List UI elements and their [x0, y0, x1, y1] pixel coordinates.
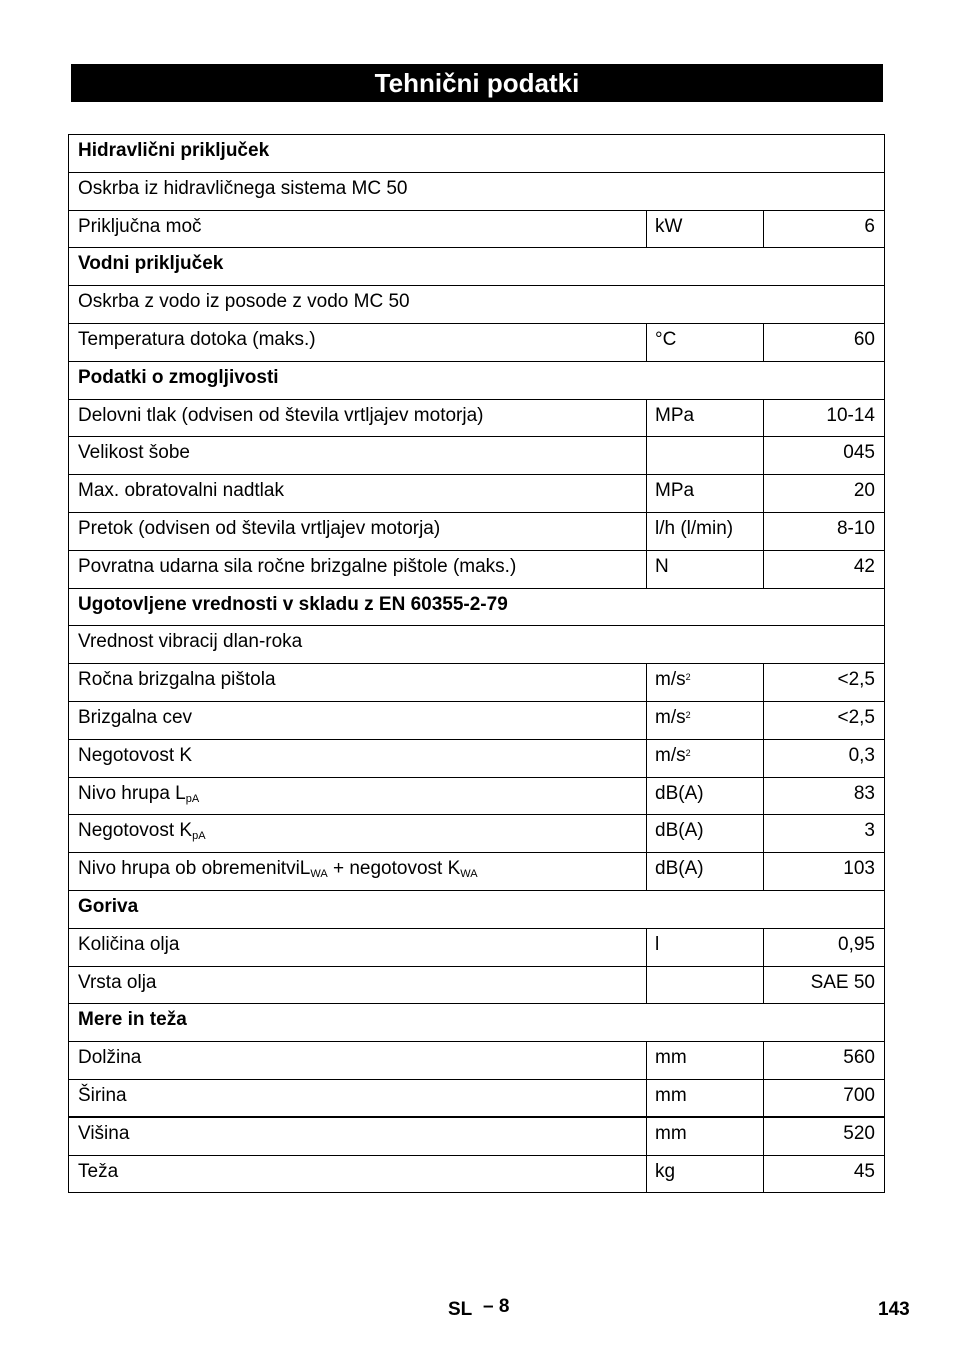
row-label: [69, 399, 647, 437]
row-label-text: Velikost šobe: [78, 442, 190, 464]
row-label-text: Nivo hrupa L: [78, 782, 186, 804]
row-unit-text: kg: [655, 1160, 676, 1182]
row-unit: [647, 475, 764, 513]
row-unit: [647, 437, 764, 475]
table-row: [69, 777, 885, 815]
row-unit-text: N: [655, 555, 669, 577]
row-value: <2,5: [764, 701, 885, 739]
row-value: 045: [764, 437, 885, 475]
row-label-text: Negotovost K: [78, 820, 193, 842]
row-label: [69, 853, 647, 891]
section-heading: Goriva: [69, 890, 885, 928]
row-label-text: Širina: [78, 1084, 127, 1106]
table-row: [69, 739, 885, 777]
table-row: [69, 172, 885, 210]
row-unit: [647, 701, 764, 739]
table-row: [69, 664, 885, 702]
table-row: [69, 437, 885, 475]
row-label-text: Nivo hrupa ob obremenitviL: [78, 858, 311, 880]
row-unit: [647, 1079, 764, 1117]
row-label-text: Vrsta olja: [78, 971, 157, 993]
row-value: 60: [764, 323, 885, 361]
section-heading: Mere in teža: [69, 1004, 885, 1042]
table-row: [69, 399, 885, 437]
section-heading: Podatki o zmogljivosti: [69, 361, 885, 399]
row-unit-text: °C: [655, 328, 677, 350]
row-unit: [647, 777, 764, 815]
row-unit: [647, 399, 764, 437]
section-heading-row: [69, 135, 885, 173]
row-value: 45: [764, 1155, 885, 1193]
row-unit-text: MPa: [655, 480, 695, 502]
row-label-subscript: WA: [310, 868, 328, 881]
section-heading: Hidravlični priključek: [69, 135, 885, 173]
row-unit: [647, 550, 764, 588]
technical-data-table: [68, 134, 885, 1193]
table-row: [69, 475, 885, 513]
row-unit: [647, 1155, 764, 1193]
row-label-subscript-2: WA: [460, 868, 478, 881]
table-row: [69, 550, 885, 588]
row-unit: [647, 512, 764, 550]
row-unit-text: mm: [655, 1123, 687, 1145]
row-unit-text: l: [655, 933, 660, 955]
row-label-text: Višina: [78, 1123, 130, 1145]
row-label: [69, 1155, 647, 1193]
page-title: Tehnični podatki: [71, 64, 883, 102]
row-label-text: Delovni tlak (odvisen od števila vrtljajev motorja): [78, 404, 484, 426]
row-unit-text: mm: [655, 1047, 687, 1069]
row-label: [69, 210, 647, 248]
footer-language: SL: [448, 1299, 473, 1320]
row-label-text: Temperatura dotoka (maks.): [78, 328, 316, 350]
table-row: [69, 626, 885, 664]
row-label: [69, 437, 647, 475]
row-unit: [647, 664, 764, 702]
row-label-text: Ročna brizgalna pištola: [78, 669, 276, 691]
table-row: [69, 1155, 885, 1193]
row-value: 8-10: [764, 512, 885, 550]
row-unit-text: dB(A): [655, 820, 704, 842]
row-label: [69, 815, 647, 853]
row-label-subscript: pA: [185, 792, 200, 805]
table-row: [69, 1117, 885, 1155]
row-unit: [647, 928, 764, 966]
row-label: [69, 550, 647, 588]
section-heading-row: [69, 1004, 885, 1042]
row-value: 3: [764, 815, 885, 853]
row-note: Vrednost vibracij dlan-roka: [69, 626, 885, 664]
row-label-text: Količina olja: [78, 933, 180, 955]
row-label-subscript: pA: [192, 830, 206, 843]
row-label: [69, 966, 647, 1004]
section-heading-row: [69, 248, 885, 286]
row-value: 700: [764, 1079, 885, 1117]
row-unit-text: mm: [655, 1084, 687, 1106]
row-label: [69, 512, 647, 550]
table-row: [69, 512, 885, 550]
row-label-text: Brizgalna cev: [78, 706, 193, 728]
row-note: Oskrba iz hidravličnega sistema MC 50: [69, 172, 885, 210]
row-unit-superscript: 2: [685, 747, 691, 758]
section-heading: Ugotovljene vrednosti v skladu z EN 60355-2-79: [69, 588, 885, 626]
row-unit-text: m/s: [655, 744, 686, 766]
row-unit-text: m/s: [655, 706, 686, 728]
row-value: 560: [764, 1042, 885, 1080]
row-label-text: Dolžina: [78, 1047, 142, 1069]
row-label: [69, 739, 647, 777]
row-unit-text: kW: [655, 215, 683, 237]
table-row: [69, 286, 885, 324]
row-label: [69, 777, 647, 815]
row-unit-text: MPa: [655, 404, 695, 426]
row-value: 0,3: [764, 739, 885, 777]
row-value: 20: [764, 475, 885, 513]
row-unit: [647, 1117, 764, 1155]
row-note: Oskrba z vodo iz posode z vodo MC 50: [69, 286, 885, 324]
row-unit: [647, 815, 764, 853]
table-row: [69, 853, 885, 891]
row-unit-text: dB(A): [655, 782, 704, 804]
row-unit: [647, 966, 764, 1004]
table-row: [69, 210, 885, 248]
row-label-text: Negotovost K: [78, 744, 193, 766]
row-value: 10-14: [764, 399, 885, 437]
row-value: 520: [764, 1117, 885, 1155]
row-unit: [647, 853, 764, 891]
row-label: [69, 1079, 647, 1117]
row-unit-text: dB(A): [655, 858, 704, 880]
table-row: [69, 701, 885, 739]
section-heading-row: [69, 890, 885, 928]
row-label: [69, 475, 647, 513]
row-label-text: Povratna udarna sila ročne brizgalne pištole (maks.): [78, 555, 517, 577]
row-label: [69, 928, 647, 966]
row-unit: [647, 323, 764, 361]
table-row: [69, 1079, 885, 1117]
row-label-text: Priključna moč: [78, 215, 202, 237]
row-unit: [647, 1042, 764, 1080]
row-label-text: Max. obratovalni nadtlak: [78, 480, 284, 502]
row-unit-text: l/h (l/min): [655, 517, 734, 539]
row-label: [69, 701, 647, 739]
row-unit-superscript: 2: [685, 709, 691, 720]
row-value: 83: [764, 777, 885, 815]
table-row: [69, 323, 885, 361]
row-unit-superscript: 2: [685, 672, 691, 683]
row-label-tail: + negotovost K: [327, 858, 461, 880]
row-unit: [647, 210, 764, 248]
row-value: 6: [764, 210, 885, 248]
table-row: [69, 815, 885, 853]
row-label-text: Teža: [78, 1160, 119, 1182]
row-unit-text: m/s: [655, 669, 686, 691]
row-value: <2,5: [764, 664, 885, 702]
row-label: [69, 1117, 647, 1155]
row-label: [69, 664, 647, 702]
row-value: 103: [764, 853, 885, 891]
row-label-text: Pretok (odvisen od števila vrtljajev motorja): [78, 517, 441, 539]
table-row: [69, 966, 885, 1004]
footer-page-number: 143: [878, 1299, 910, 1320]
row-value: 0,95: [764, 928, 885, 966]
table-row: [69, 928, 885, 966]
section-heading-row: [69, 588, 885, 626]
row-unit: [647, 739, 764, 777]
row-value: SAE 50: [764, 966, 885, 1004]
table-row: [69, 1042, 885, 1080]
row-label: [69, 1042, 647, 1080]
section-heading-row: [69, 361, 885, 399]
row-value: 42: [764, 550, 885, 588]
section-heading: Vodni priključek: [69, 248, 885, 286]
footer-section-page: – 8: [483, 1296, 510, 1317]
row-label: [69, 323, 647, 361]
